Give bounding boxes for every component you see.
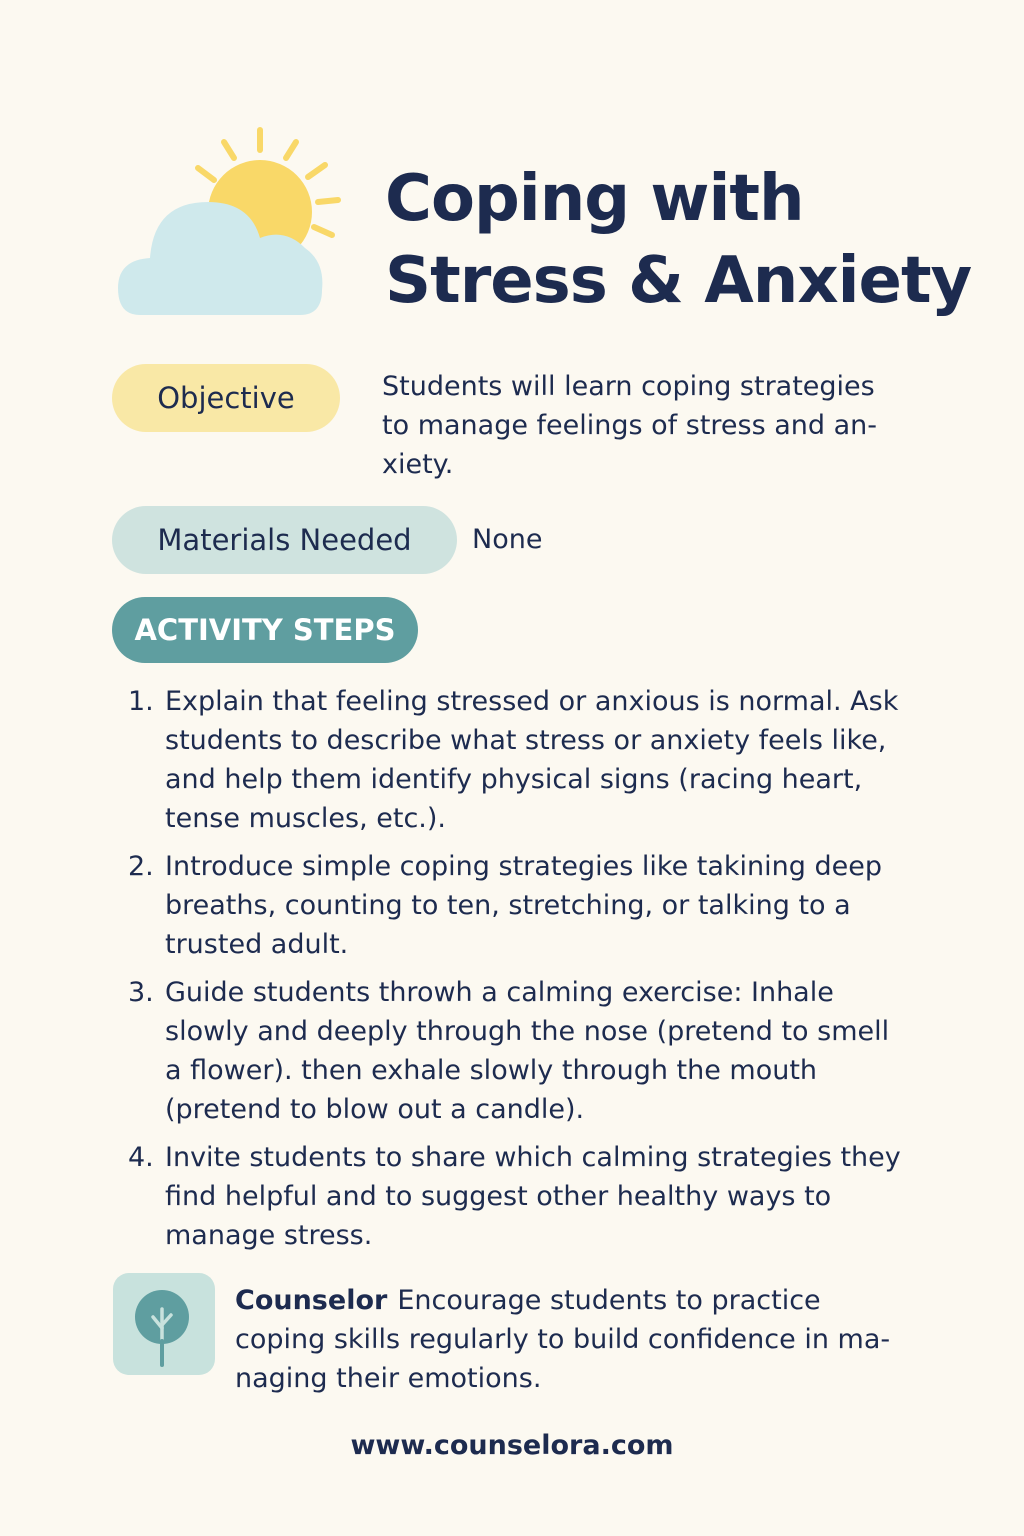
counselor-tile	[113, 1273, 215, 1375]
step-text: Explain that feeling stressed or anxious is normal. Ask students to describe what stress or anxiety feels like, and help them identify physical signs (racing heart, tense muscles, etc.).	[165, 686, 899, 834]
step-number: 1.	[128, 686, 154, 717]
step-text: Guide students throwh a calming exercise: Inhale slowly and deeply through the nose (pretend to smell a flower). then exhale slowly through the mouth (pretend to blow out a candle).	[165, 977, 890, 1125]
counselor-note	[235, 1281, 905, 1398]
activity-steps-badge: ACTIVITY STEPS	[112, 597, 418, 663]
title-line-2: Stress & Anxiety	[385, 244, 972, 318]
counselor-label: Counselor	[235, 1285, 388, 1316]
activity-step	[128, 973, 908, 1129]
footer-url: www.counselora.com	[350, 1430, 674, 1461]
materials-text: None	[472, 524, 543, 555]
counselor-text: Encourage students to practice coping skills regularly to build confidence in ma-naging their emotions.	[235, 1285, 891, 1394]
step-text: Invite students to share which calming strategies they find helpful and to suggest other healthy ways to manage stress.	[165, 1142, 901, 1251]
activity-step	[128, 1138, 908, 1255]
step-text: Introduce simple coping strategies like takining deep breaths, counting to ten, stretching, or talking to a trusted adult.	[165, 851, 883, 960]
title-line-1: Coping with	[385, 162, 804, 236]
step-number: 3.	[128, 977, 154, 1008]
activity-step	[128, 682, 908, 838]
tree-icon	[113, 1273, 215, 1375]
step-number: 4.	[128, 1142, 154, 1173]
page-title	[385, 158, 1005, 322]
materials-badge: Materials Needed	[112, 506, 457, 574]
sun-behind-cloud-icon	[110, 120, 360, 330]
objective-badge: Objective	[112, 364, 340, 432]
activity-steps-list	[128, 682, 908, 1264]
step-number: 2.	[128, 851, 154, 882]
objective-text: Students will learn coping strategies to manage feelings of stress and an-xiety.	[382, 371, 878, 480]
activity-step	[128, 847, 908, 964]
